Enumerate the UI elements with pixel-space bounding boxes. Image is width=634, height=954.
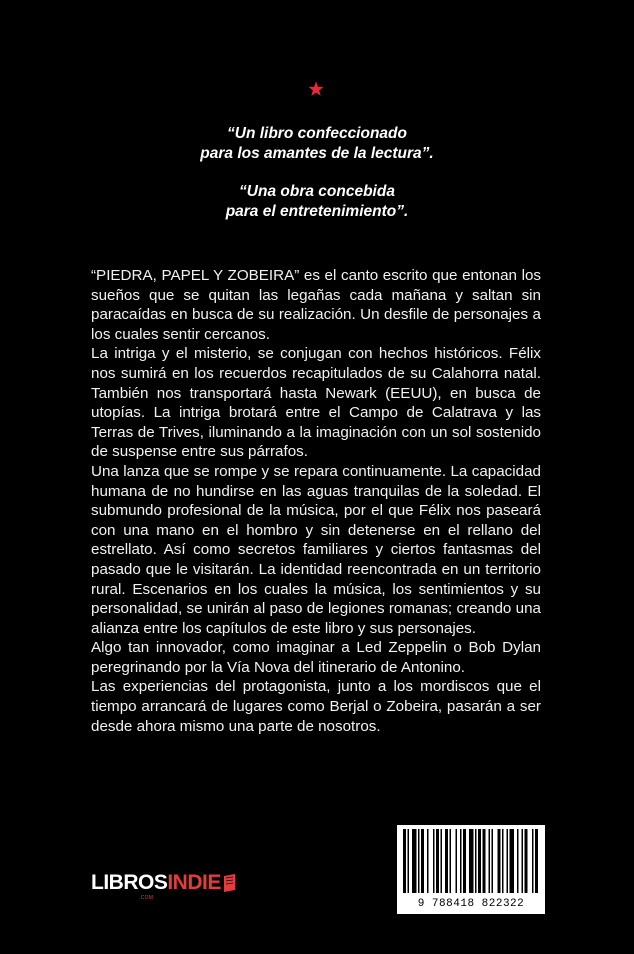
barcode-bar: [403, 829, 406, 893]
synopsis-paragraph: Algo tan innovador, como imaginar a Led Zeppelin o Bob Dylan peregrinando por la Vía Nova del itinerario de Antonino.: [91, 639, 541, 676]
book-logo-icon: [223, 873, 236, 893]
isbn-number: 9 788418 822322: [417, 898, 525, 910]
barcode-bar: [412, 829, 417, 893]
barcode-bar: [507, 829, 509, 893]
barcode-bar: [492, 829, 494, 893]
quote-line: para el entretenimiento”.: [225, 203, 409, 220]
quote-1: [0, 124, 634, 164]
barcode-bar: [489, 829, 491, 893]
barcode-bar: [408, 829, 410, 893]
barcode-bar: [463, 829, 466, 893]
barcode-bar: [532, 829, 534, 893]
logo-domain-suffix: .COM: [139, 895, 154, 901]
barcode-bar: [517, 829, 519, 893]
barcode-bar: [436, 829, 439, 893]
barcode-bar: [427, 829, 429, 893]
barcode-bar: [433, 829, 435, 893]
barcode-bar: [498, 829, 501, 893]
barcode-bars: [397, 825, 545, 897]
synopsis-paragraph: Una lanza que se rompe y se repara continuamente. La capacidad humana de no hundirse en las aguas tranquilas de la soledad. El submundo profesional de la música, por el que Félix nos paseará con una mano en el hombro y sin detenerse en el rellano del estrellato. Así como secretos familiares y ciertos fantasmas del pasado que le visitarán. La identidad reencontrada en un territorio rural. Escenarios en los cuales la música, los sentimientos y su personalidad, se unirán al paso de legiones romanas; creando una alianza entre los capítulos de este libro y sus personajes.: [91, 462, 541, 637]
barcode-bar: [475, 829, 477, 893]
barcode-bar: [450, 829, 452, 893]
quote-line: “Una obra concebida: [239, 183, 395, 200]
quotes-block: [0, 124, 634, 240]
barcode-bar: [478, 829, 481, 893]
barcode-bar: [535, 829, 538, 893]
star-icon: [307, 80, 325, 98]
barcode-bar: [418, 829, 420, 893]
barcode-bar: [421, 829, 424, 893]
barcode-bar: [522, 829, 524, 893]
quote-line: “Un libro confeccionado: [227, 125, 407, 142]
publisher-logo: [91, 872, 236, 893]
synopsis-text: [91, 266, 541, 736]
barcode-bar: [502, 829, 504, 893]
barcode-bar: [483, 829, 486, 893]
barcode-bar: [441, 829, 443, 893]
logo-text-libros: LIBROS: [91, 871, 168, 894]
barcode-bar: [525, 829, 528, 893]
barcode-bar: [456, 829, 458, 893]
synopsis-paragraph: “PIEDRA, PAPEL Y ZOBEIRA” es el canto escrito que entonan los sueños que se quitan las legañas cada mañana y saltan sin paracaídas en busca de su realización. Un desfile de personajes a los cuales sentir cercanos.: [91, 267, 541, 343]
synopsis-paragraph: La intriga y el misterio, se conjugan con hechos históricos. Félix nos sumirá en los recuerdos recapitulados de su Calahorra natal. También nos transportará hasta Newark (EEUU), en busca de utopías. La intriga brotará entre el Campo de Calatrava y las Terras de Trives, iluminando a la imaginación con un sol sostenido de suspense entre sus párrafos.: [91, 345, 541, 461]
logo-text-indie: INDIE: [167, 871, 221, 894]
barcode-bar: [469, 829, 474, 893]
quote-2: [0, 182, 634, 222]
barcode-bar: [460, 829, 462, 893]
isbn-barcode: [397, 825, 545, 914]
synopsis-paragraph: Las experiencias del protagonista, junto a los mordiscos que el tiempo arrancará de lugares como Berjal o Zobeira, pasarán a ser desde ahora mismo una parte de nosotros.: [91, 678, 541, 735]
barcode-bar: [510, 829, 515, 893]
quote-line: para los amantes de la lectura”.: [200, 145, 434, 162]
barcode-bar: [445, 829, 448, 893]
